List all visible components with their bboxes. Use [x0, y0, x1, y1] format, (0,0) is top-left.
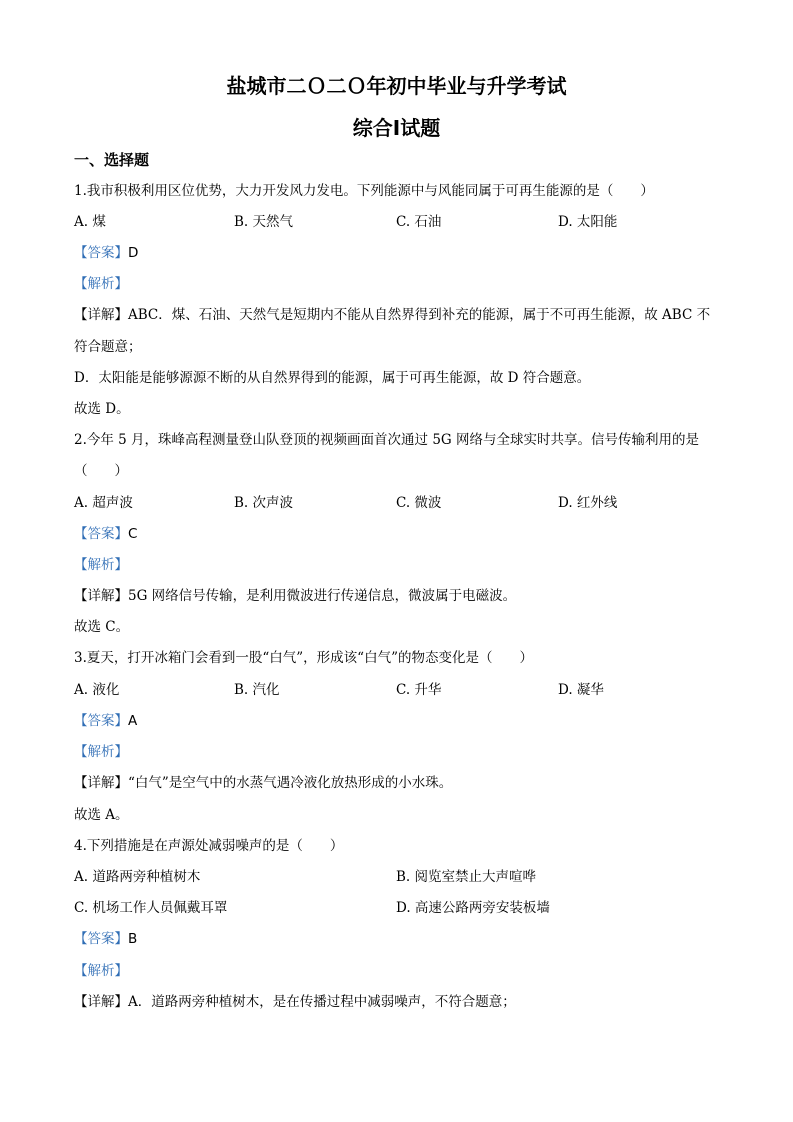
q2-option-d: D. 红外线	[558, 495, 618, 511]
q3-option-b: B. 汽化	[234, 682, 280, 698]
q2-analysis-tag: 【解析】	[74, 557, 128, 573]
q1-detail-text-2: 符合题意；	[74, 339, 142, 355]
q1-answer-value: D	[128, 245, 139, 261]
q2-answer-value: C	[128, 526, 138, 542]
q3-analysis-tag: 【解析】	[74, 744, 128, 760]
q1-detail-text-1: ABC．煤、石油、天然气是短期内不能从自然界得到补充的能源，属于不可再生能源，故 ABC 不	[128, 307, 711, 323]
q3-conclusion: 故选 A。	[74, 807, 129, 823]
detail-tag: 【详解】	[74, 307, 128, 323]
q4-detail	[74, 992, 516, 1012]
q4-option-b: B. 阅览室禁止大声喧哗	[396, 869, 537, 885]
q3-stem: 3.夏天，打开冰箱门会看到一股“白气”，形成该“白气”的物态变化是（ ）	[74, 650, 533, 666]
section-heading: 一、选择题	[74, 151, 150, 169]
q2-option-b: B. 次声波	[234, 495, 294, 511]
q3-detail	[74, 773, 452, 793]
q4-option-d: D. 高速公路两旁安装板墙	[396, 900, 550, 916]
q4-stem: 4.下列措施是在声源处减弱噪声的是（ ）	[74, 838, 344, 854]
q3-answer-value: A	[128, 713, 138, 729]
answer-tag: 【答案】	[74, 526, 128, 542]
q3-option-d: D. 凝华	[558, 682, 604, 698]
q1-detail-text-3: D．太阳能是能够源源不断的从自然界得到的能源，属于可再生能源，故 D 符合题意。	[74, 370, 591, 386]
q1-option-b: B. 天然气	[234, 214, 294, 230]
q2-answer	[74, 524, 137, 544]
q2-conclusion: 故选 C。	[74, 619, 130, 635]
q4-detail-text: A．道路两旁种植树木，是在传播过程中减弱噪声，不符合题意；	[128, 994, 516, 1010]
q3-detail-text: “白气”是空气中的水蒸气遇冷液化放热形成的小水珠。	[128, 775, 453, 791]
q2-stem-2: （ ）	[74, 463, 128, 479]
q1-option-d: D. 太阳能	[558, 214, 618, 230]
q2-detail-text: 5G 网络信号传输，是利用微波进行传递信息，微波属于电磁波。	[128, 588, 517, 604]
q2-option-a: A. 超声波	[74, 495, 133, 511]
answer-tag: 【答案】	[74, 931, 128, 947]
answer-tag: 【答案】	[74, 245, 128, 261]
q4-option-c: C. 机场工作人员佩戴耳罩	[74, 900, 228, 916]
q2-detail	[74, 586, 516, 606]
detail-tag: 【详解】	[74, 588, 128, 604]
exam-subtitle: 综合Ⅰ试题	[352, 116, 441, 140]
q2-option-c: C. 微波	[396, 495, 442, 511]
q1-analysis-tag: 【解析】	[74, 276, 128, 292]
q1-option-a: A. 煤	[74, 214, 106, 230]
answer-tag: 【答案】	[74, 713, 128, 729]
exam-title: 盐城市二Ｏ二Ｏ年初中毕业与升学考试	[226, 74, 567, 98]
q1-option-c: C. 石油	[396, 214, 442, 230]
q4-option-a: A. 道路两旁种植树木	[74, 869, 201, 885]
q1-conclusion: 故选 D。	[74, 401, 130, 417]
q4-analysis-tag: 【解析】	[74, 963, 128, 979]
detail-tag: 【详解】	[74, 994, 128, 1010]
q3-option-c: C. 升华	[396, 682, 442, 698]
q3-answer	[74, 711, 137, 731]
q1-answer	[74, 243, 138, 263]
q3-option-a: A. 液化	[74, 682, 120, 698]
q1-detail	[74, 305, 710, 325]
detail-tag: 【详解】	[74, 775, 128, 791]
q4-answer-value: B	[128, 931, 138, 947]
q2-stem-1: 2.今年 5 月，珠峰高程测量登山队登顶的视频画面首次通过 5G 网络与全球实时共享。信号传输利用的是	[74, 432, 700, 448]
q1-stem: 1.我市积极利用区位优势，大力开发风力发电。下列能源中与风能同属于可再生能源的是（ ）	[74, 183, 654, 199]
q4-answer	[74, 929, 137, 949]
